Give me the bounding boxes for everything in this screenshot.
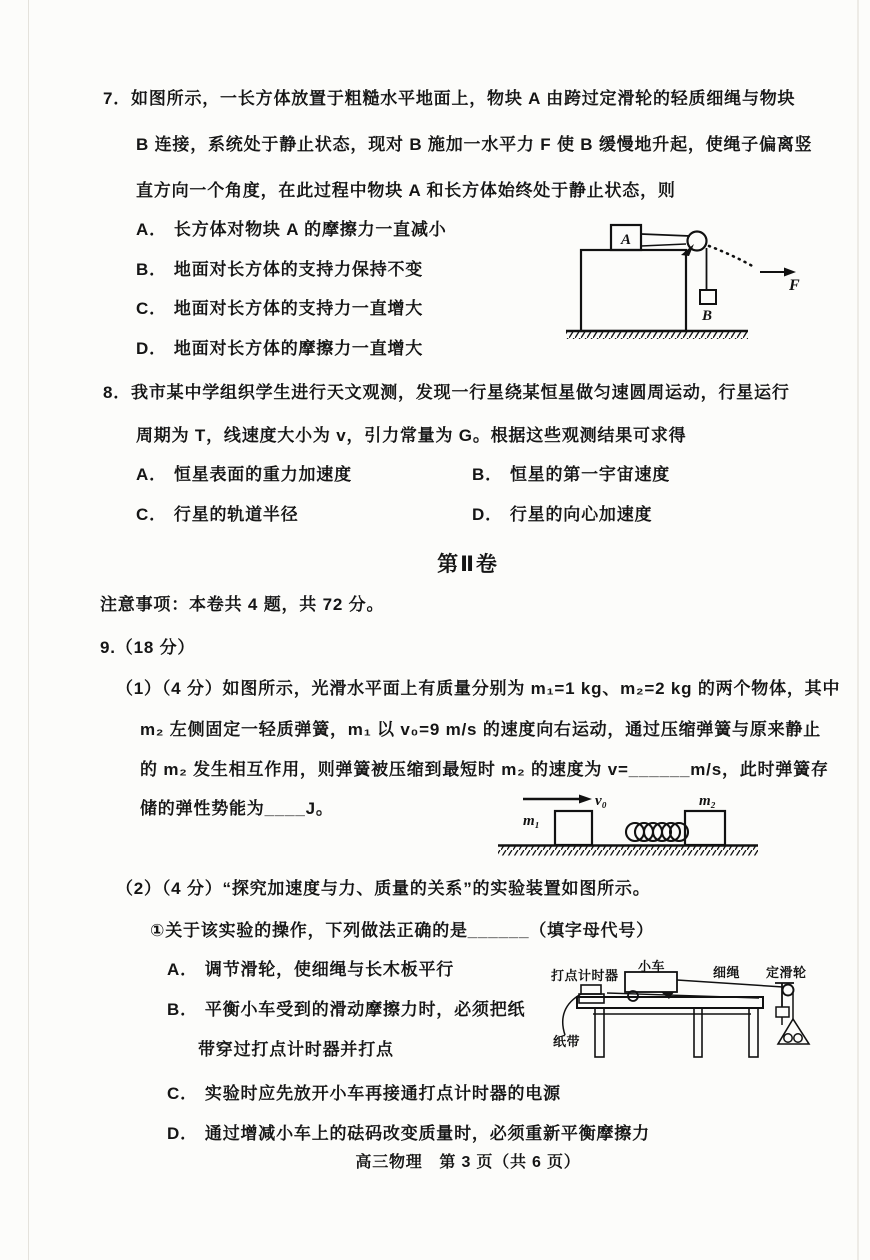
q9p2-option-c-text: 实验时应先放开小车再接通打点计时器的电源 — [204, 1084, 561, 1103]
cart-label: 小车 — [638, 959, 666, 974]
pulley-label: 定滑轮 — [766, 965, 807, 980]
block-b-label: B — [702, 308, 713, 324]
string-line — [677, 980, 783, 987]
page-footer: 高三物理 第 3 页（共 6 页） — [355, 1154, 581, 1171]
v0-label: v₀ — [595, 793, 607, 809]
q7-option-c — [136, 298, 423, 319]
q8-option-a — [136, 464, 352, 485]
q9p2-option-b-text: 平衡小车受到的滑动摩擦力时，必须把纸 — [204, 1000, 526, 1019]
scan-artifact-right — [857, 0, 859, 1260]
q7-option-a — [136, 219, 447, 240]
tape-label: 纸带 — [553, 1034, 581, 1049]
q7-option-d-label: D． — [136, 339, 167, 358]
q7-figure — [563, 210, 813, 345]
block-b — [700, 290, 716, 304]
q7-option-b — [136, 259, 423, 280]
q7-option-a-text: 长方体对物块 A 的摩擦力一直减小 — [173, 220, 447, 239]
q9p1-figure — [495, 778, 770, 873]
q9p2-figure — [545, 941, 870, 1063]
q9p2-option-c — [167, 1083, 561, 1104]
rope-lower-strand — [641, 244, 686, 246]
q8-option-b-text: 恒星的第一宇宙速度 — [509, 465, 671, 484]
timer-label: 打点计时器 — [551, 968, 619, 983]
q8-option-b-label: B． — [472, 465, 503, 484]
q9p1-line-2: m₂ 左侧固定一轻质弹簧，m₁ 以 v₀=9 m/s 的速度向右运动，通过压缩弹簧与原来静止 — [140, 720, 822, 739]
q8-option-c — [136, 504, 299, 525]
q9p2-option-d — [167, 1123, 650, 1144]
force-label: F — [789, 277, 800, 294]
velocity-arrow-head — [579, 795, 592, 804]
q8-option-a-text: 恒星表面的重力加速度 — [173, 465, 352, 484]
weight-2 — [794, 1034, 802, 1042]
ticker-timer-base — [579, 994, 604, 1003]
block-a-label: A — [621, 232, 632, 248]
force-arrow-head — [784, 268, 796, 277]
string-label: 细绳 — [713, 965, 741, 980]
section-2-notice: 注意事项：本卷共 4 题，共 72 分。 — [100, 595, 385, 614]
q9p1-line-4: 储的弹性势能为____J。 — [140, 799, 334, 818]
q9p2-option-a-text: 调节滑轮，使细绳与长木板平行 — [204, 960, 455, 979]
q7-option-c-label: C． — [136, 299, 167, 318]
q8-option-c-label: C． — [136, 505, 167, 524]
table-leg-middle — [694, 1008, 702, 1057]
q9p2-option-b-line2: 带穿过打点计时器并打点 — [198, 1040, 394, 1059]
q9p1-line-3: 的 m₂ 发生相互作用，则弹簧被压缩到最短时 m₂ 的速度为 v=______m/s，此时弹簧存 — [140, 760, 829, 779]
ground-hatching — [566, 331, 748, 339]
table-leg-left — [595, 1008, 604, 1057]
cart — [625, 972, 677, 992]
q7-option-c-text: 地面对长方体的支持力一直增大 — [173, 299, 424, 318]
rope-a-to-pulley — [641, 234, 690, 236]
q7-line-3: 直方向一个角度，在此过程中物块 A 和长方体始终处于静止状态，则 — [136, 181, 676, 200]
q9p2-option-d-text: 通过增减小车上的砝码改变质量时，必须重新平衡摩擦力 — [204, 1124, 650, 1143]
clamp — [776, 1007, 789, 1017]
q9p2-option-a-label: A． — [167, 960, 198, 979]
m1-label: m₁ — [523, 813, 540, 829]
q7-line-2: B 连接，系统处于静止状态，现对 B 施加一水平力 F 使 B 缓慢地升起，使绳子偏离竖 — [136, 135, 813, 154]
dotted-rope-path — [709, 246, 756, 268]
fixed-pulley — [783, 985, 794, 996]
q7-option-d — [136, 338, 423, 359]
q8-option-b — [472, 464, 670, 485]
q9p1-line-1: （1）（4 分）如图所示，光滑水平面上有质量分别为 m₁=1 kg、m₂=2 kg 的两个物体，其中 — [116, 679, 841, 698]
spring — [626, 823, 688, 841]
q9p2-option-b — [167, 999, 525, 1020]
block-m2 — [685, 811, 725, 845]
fixed-pulley — [688, 232, 707, 251]
q7-option-d-text: 地面对长方体的摩擦力一直增大 — [173, 339, 424, 358]
q7-option-b-text: 地面对长方体的支持力保持不变 — [173, 260, 424, 279]
q9p2-option-c-label: C． — [167, 1084, 198, 1103]
cuboid-block — [581, 250, 686, 331]
q8-option-d-label: D． — [472, 505, 503, 524]
tabletop — [577, 997, 763, 1008]
q9p2-option-d-label: D． — [167, 1124, 198, 1143]
q9p2-intro: （2）（4 分）“探究加速度与力、质量的关系”的实验装置如图所示。 — [116, 879, 651, 898]
ticker-timer — [581, 985, 601, 994]
section-2-title: 第Ⅱ卷 — [437, 553, 499, 576]
q9p2-sub1: ①关于该实验的操作，下列做法正确的是______（填字母代号） — [150, 921, 654, 940]
q9-heading: 9.（18 分） — [100, 638, 196, 657]
weight-1 — [784, 1034, 792, 1042]
q8-option-d-text: 行星的向心加速度 — [509, 505, 653, 524]
q7-line-1: 7．如图所示，一长方体放置于粗糙水平地面上，物块 A 由跨过定滑轮的轻质细绳与物块 — [103, 89, 796, 108]
table-leg-right — [749, 1008, 758, 1057]
q8-line-2: 周期为 T，线速度大小为 v，引力常量为 G。根据这些观测结果可求得 — [136, 426, 687, 445]
q8-line-1: 8．我市某中学组织学生进行天文观测，发现一行星绕某恒星做匀速圆周运动，行星运行 — [103, 383, 790, 402]
q8-option-c-text: 行星的轨道半径 — [173, 505, 299, 524]
scan-artifact-left — [28, 0, 29, 1260]
q8-option-d — [472, 504, 652, 525]
q8-option-a-label: A． — [136, 465, 167, 484]
q9p2-option-b-label: B． — [167, 1000, 198, 1019]
q7-option-a-label: A． — [136, 220, 167, 239]
block-m1 — [555, 811, 592, 845]
ground-hatching — [498, 847, 758, 856]
m2-label: m₂ — [699, 793, 716, 809]
q7-option-b-label: B． — [136, 260, 167, 279]
q9p2-option-a — [167, 959, 454, 980]
